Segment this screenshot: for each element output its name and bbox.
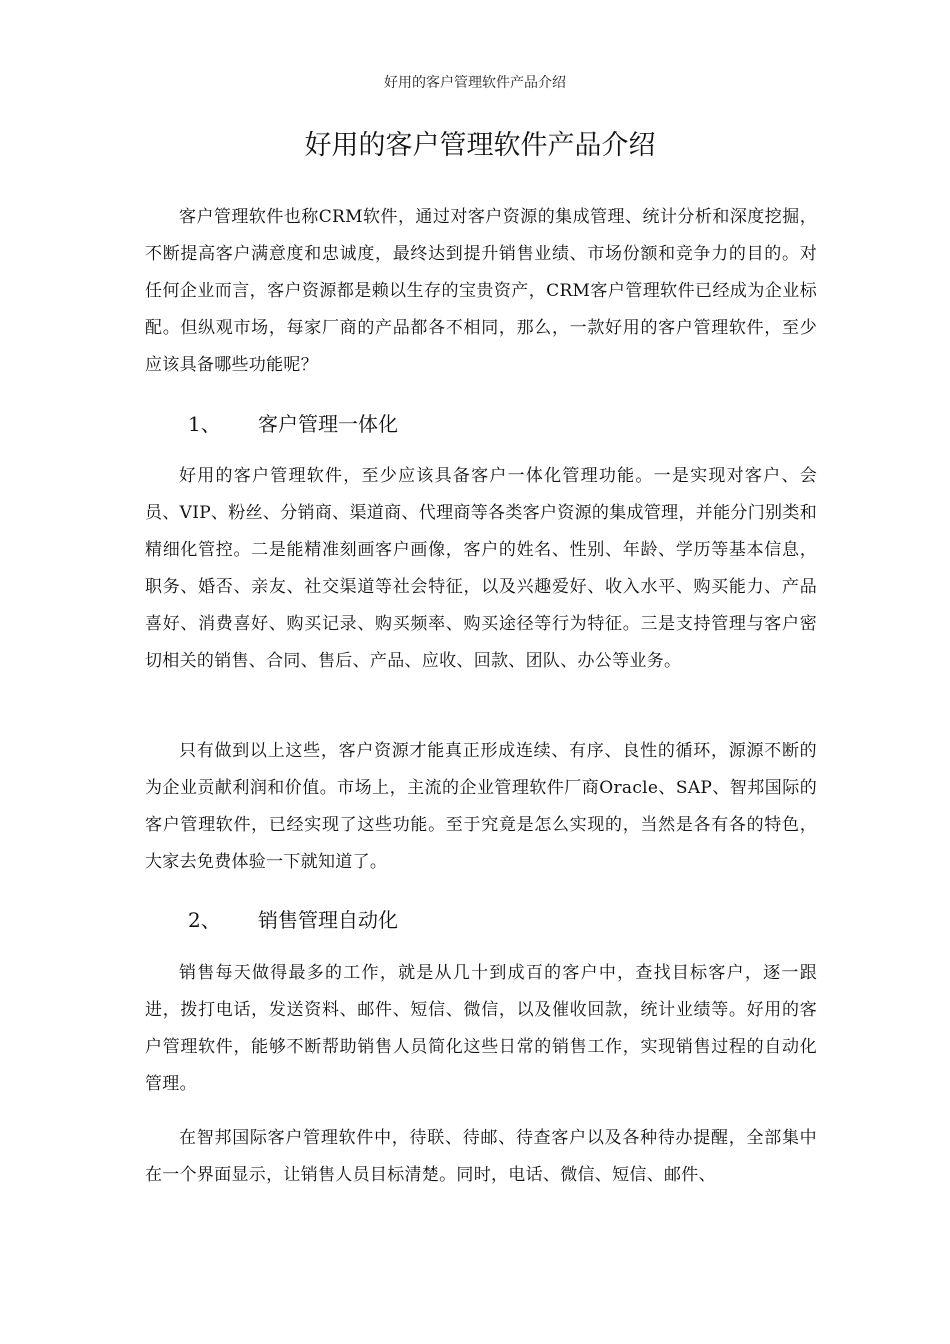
section-1-heading bbox=[188, 410, 398, 438]
section-2-title: 销售管理自动化 bbox=[258, 908, 398, 932]
running-header: 好用的客户管理软件产品介绍 bbox=[384, 75, 566, 91]
document-title: 好用的客户管理软件产品介绍 bbox=[304, 130, 656, 161]
section-1-paragraph-2: 只有做到以上这些，客户资源才能真正形成连续、有序、良性的循环，源源不断的为企业贡献利润和价值。市场上，主流的企业管理软件厂商Oracle、SAP、智邦国际的客户管理软件，已经实现了这些功能。至于究竟是怎么实现的，当然是各有各的特色，大家去免费体验一下就知道了。 bbox=[145, 741, 817, 872]
section-2-paragraph-1: 销售每天做得最多的工作，就是从几十到成百的客户中，查找目标客户，逐一跟进，拨打电话，发送资料、邮件、短信、微信，以及催收回款，统计业绩等。好用的客户管理软件，能够不断帮助销售人员简化这些日常的销售工作，实现销售过程的自动化管理。 bbox=[145, 963, 817, 1094]
section-1-paragraph-1: 好用的客户管理软件，至少应该具备客户一体化管理功能。一是实现对客户、会员、VIP、粉丝、分销商、渠道商、代理商等各类客户资源的集成管理，并能分门别类和精细化管控。二是能精准刻画客户画像，客户的姓名、性别、年龄、学历等基本信息，职务、婚否、亲友、社交渠道等社会特征，以及兴趣爱好、收入水平、购买能力、产品喜好、消费喜好、购买记录、购买频率、购买途径等行为特征。三是支持管理与客户密切相关的销售、合同、售后、产品、应收、回款、团队、办公等业务。 bbox=[145, 466, 817, 671]
section-1-title: 客户管理一体化 bbox=[258, 412, 398, 436]
section-2-paragraph-2: 在智邦国际客户管理软件中，待联、待邮、待查客户以及各种待办提醒，全部集中在一个界面显示，让销售人员目标清楚。同时，电话、微信、短信、邮件、 bbox=[145, 1128, 817, 1185]
section-2-heading bbox=[188, 906, 398, 934]
section-2-number: 2、 bbox=[188, 908, 221, 932]
section-1-number: 1、 bbox=[188, 412, 221, 436]
intro-paragraph: 客户管理软件也称CRM软件，通过对客户资源的集成管理、统计分析和深度挖掘，不断提高客户满意度和忠诚度，最终达到提升销售业绩、市场份额和竞争力的目的。对任何企业而言，客户资源都是赖以生存的宝贵资产，CRM客户管理软件已经成为企业标配。但纵观市场，每家厂商的产品都各不相同，那么，一款好用的客户管理软件，至少应该具备哪些功能呢？ bbox=[145, 207, 817, 375]
